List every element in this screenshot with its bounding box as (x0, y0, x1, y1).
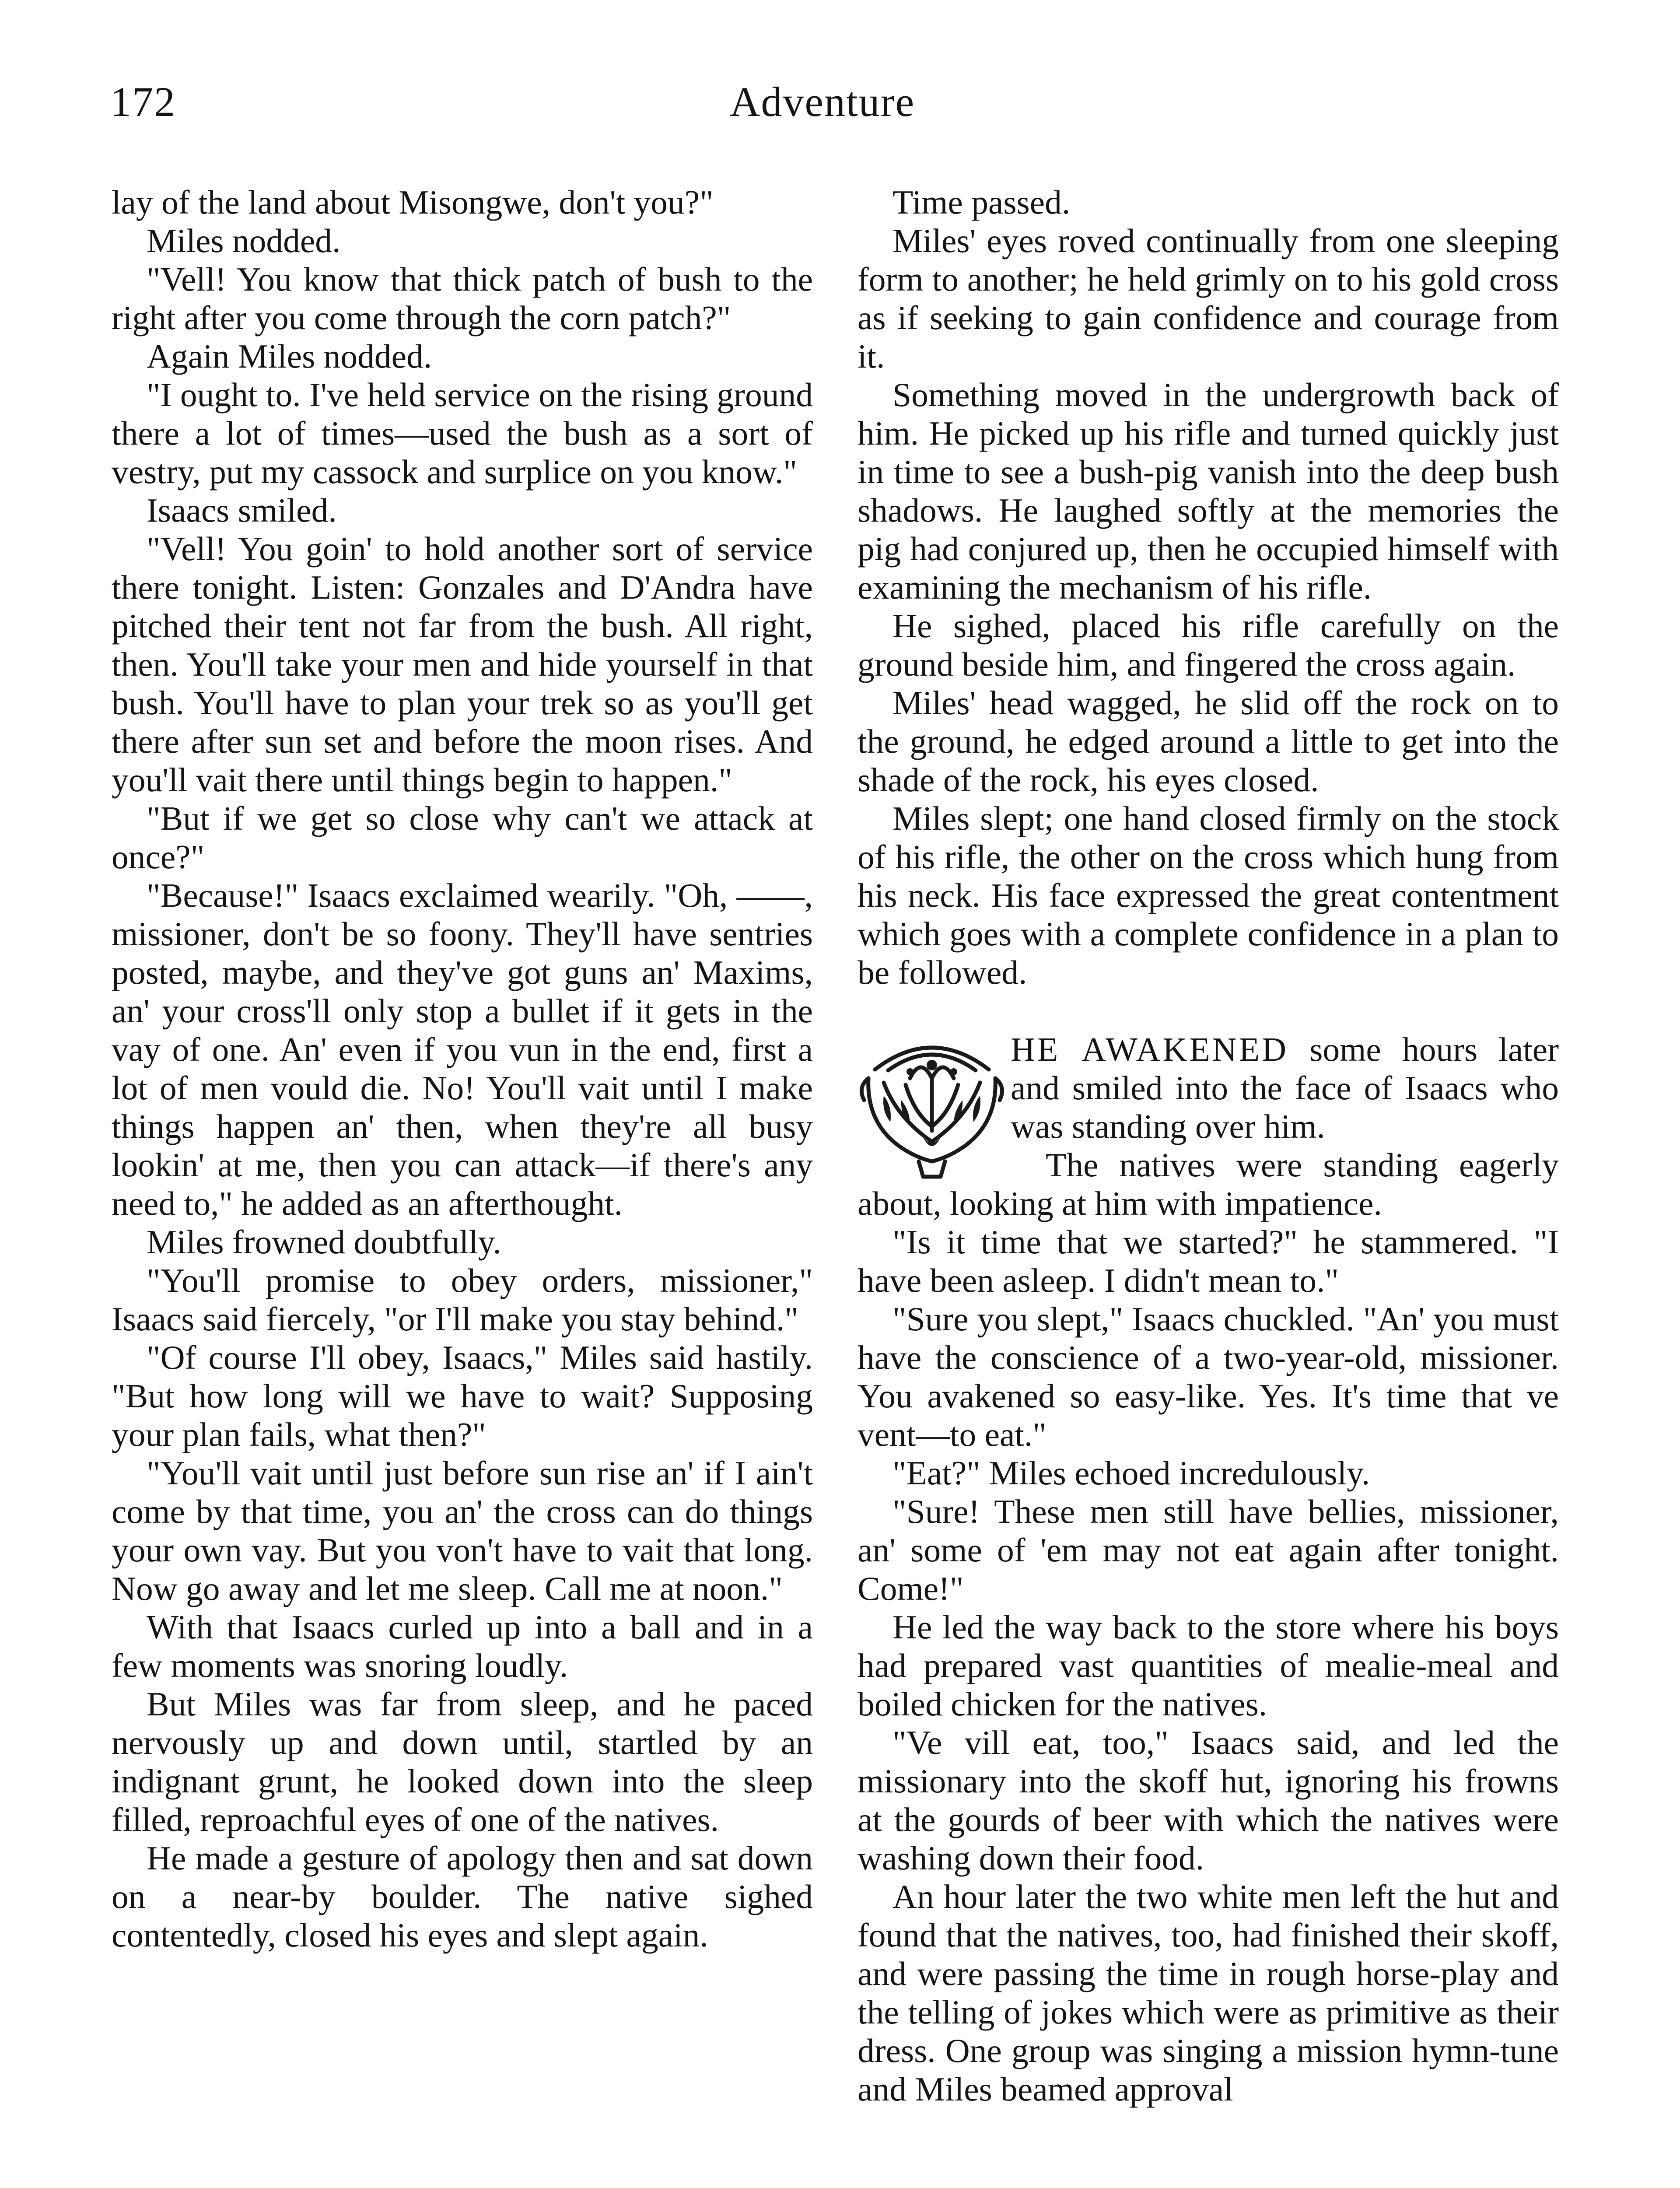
paragraph: Miles' head wagged, he slid off the rock on to the ground, he edged around a little to get into the shade of the rock, his eyes closed. (858, 684, 1559, 799)
paragraph: Time passed. (892, 183, 1071, 221)
paragraph: But Miles was far from sleep, and he paced nervously up and down until, startled by an indignant grunt, he looked down into the sleep filled, reproachful eyes of one of the natives. (112, 1685, 813, 1838)
paragraph: Something moved in the undergrowth back of him. He picked up his rifle and turned quickly just in time to see a bush-pig vanish into the deep bush shadows. He laughed softly at the memories the pig had conjured up, then he occupied himself with examining the mechanism of his rifle. (858, 376, 1559, 606)
right-column (858, 183, 1559, 2108)
paragraph: With that Isaacs curled up into a ball and in a few moments was snoring loudly. (112, 1608, 813, 1684)
paragraph: "Of course I'll obey, Isaacs," Miles said hastily. "But how long will we have to wait? Supposing your plan fails, what then?" (112, 1339, 813, 1453)
paragraph: He sighed, placed his rifle carefully on the ground beside him, and fingered the cross again. (858, 607, 1559, 683)
paragraph: He made a gesture of apology then and sat down on a near-by boulder. The native sighed contentedly, closed his eyes and slept again. (112, 1839, 813, 1954)
paragraph: "Is it time that we started?" he stammered. "I have been asleep. I didn't mean to." (858, 1223, 1559, 1299)
paragraph: "Vell! You know that thick patch of bush to the right after you come through the corn patch?" (112, 260, 813, 337)
paragraph: lay of the land about Misongwe, don't you?" (112, 183, 714, 221)
paragraph: "Because!" Isaacs exclaimed wearily. "Oh, ——, missioner, don't be so foony. They'll have sentries posted, maybe, and they've got guns an' Maxims, an' your cross'll only stop a bullet if it gets in the vay of one. An' even if you vun in the end, first a lot of men vould die. No! You'll vait until I make things happen an' then, when they're all busy lookin' at me, then you can attack—if there's any need to," he added as an afterthought. (112, 877, 813, 1222)
section-opening-text: some hours later and smiled into the face of Isaacs who was standing over him. (1011, 1031, 1559, 1145)
paragraph: The natives were standing eagerly about, looking at him with impatience. (858, 1146, 1559, 1222)
left-column (112, 183, 813, 1954)
paragraph: "Sure you slept," Isaacs chuckled. "An' you must have the conscience of a two-year-old, missioner. You avakened so easy-like. Yes. It's time that ve vent—to eat." (858, 1300, 1559, 1453)
paragraph: "But if we get so close why can't we attack at once?" (112, 799, 813, 876)
paragraph: Miles' eyes roved continually from one sleeping form to another; he held grimly on to his gold cross as if seeking to gain confidence and courage from it. (858, 222, 1559, 375)
paragraph: "Ve vill eat, too," Isaacs said, and led the missionary into the skoff hut, ignoring his frowns at the gourds of beer with which the natives were washing down their food. (858, 1724, 1559, 1877)
decorative-lotus-ornament-icon (858, 1030, 1006, 1181)
paragraph: "Vell! You goin' to hold another sort of service there tonight. Listen: Gonzales and D'Andra have pitched their tent not far from the bush. All right, then. You'll take your men and hide yourself in that bush. You'll have to plan your trek so as you'll get there after sun set and before the moon rises. And you'll vait there until things begin to happen." (112, 530, 813, 799)
section-lead-in: HE AWAKENED (1011, 1031, 1289, 1068)
paragraph: Miles slept; one hand closed firmly on the stock of his rifle, the other on the cross which hung from his neck. His face expressed the great contentment which goes with a complete confidence in a plan to be followed. (858, 799, 1559, 991)
running-title: Adventure (730, 78, 915, 125)
section-break (858, 992, 1559, 1030)
paragraph: "You'll promise to obey orders, missioner," Isaacs said fiercely, "or I'll make you stay behind." (112, 1262, 813, 1338)
paragraph: An hour later the two white men left the hut and found that the natives, too, had finished their skoff, and were passing the time in rough horse-play and the telling of jokes which were as primitive as their dress. One group was singing a mission hymn-tune and Miles beamed approval (858, 1878, 1559, 2108)
paragraph: "You'll vait until just before sun rise an' if I ain't come by that time, you an' the cross can do things your own vay. But you von't have to vait that long. Now go away and let me sleep. Call me at noon." (112, 1454, 813, 1607)
paragraph: Miles nodded. (147, 222, 341, 259)
paragraph: "Sure! These men still have bellies, missioner, an' some of 'em may not eat again after tonight. Come!" (858, 1493, 1559, 1607)
paragraph: Isaacs smiled. (147, 491, 337, 529)
page-number: 172 (110, 78, 176, 125)
paragraph: Again Miles nodded. (147, 337, 432, 375)
paragraph: "I ought to. I've held service on the rising ground there a lot of times—used the bush as a sort of vestry, put my cassock and surplice on you know." (112, 376, 813, 491)
paragraph: "Eat?" Miles echoed incredulously. (892, 1454, 1370, 1492)
paragraph: He led the way back to the store where his boys had prepared vast quantities of mealie-meal and boiled chicken for the natives. (858, 1608, 1559, 1723)
paragraph: Miles frowned doubtfully. (147, 1223, 501, 1261)
